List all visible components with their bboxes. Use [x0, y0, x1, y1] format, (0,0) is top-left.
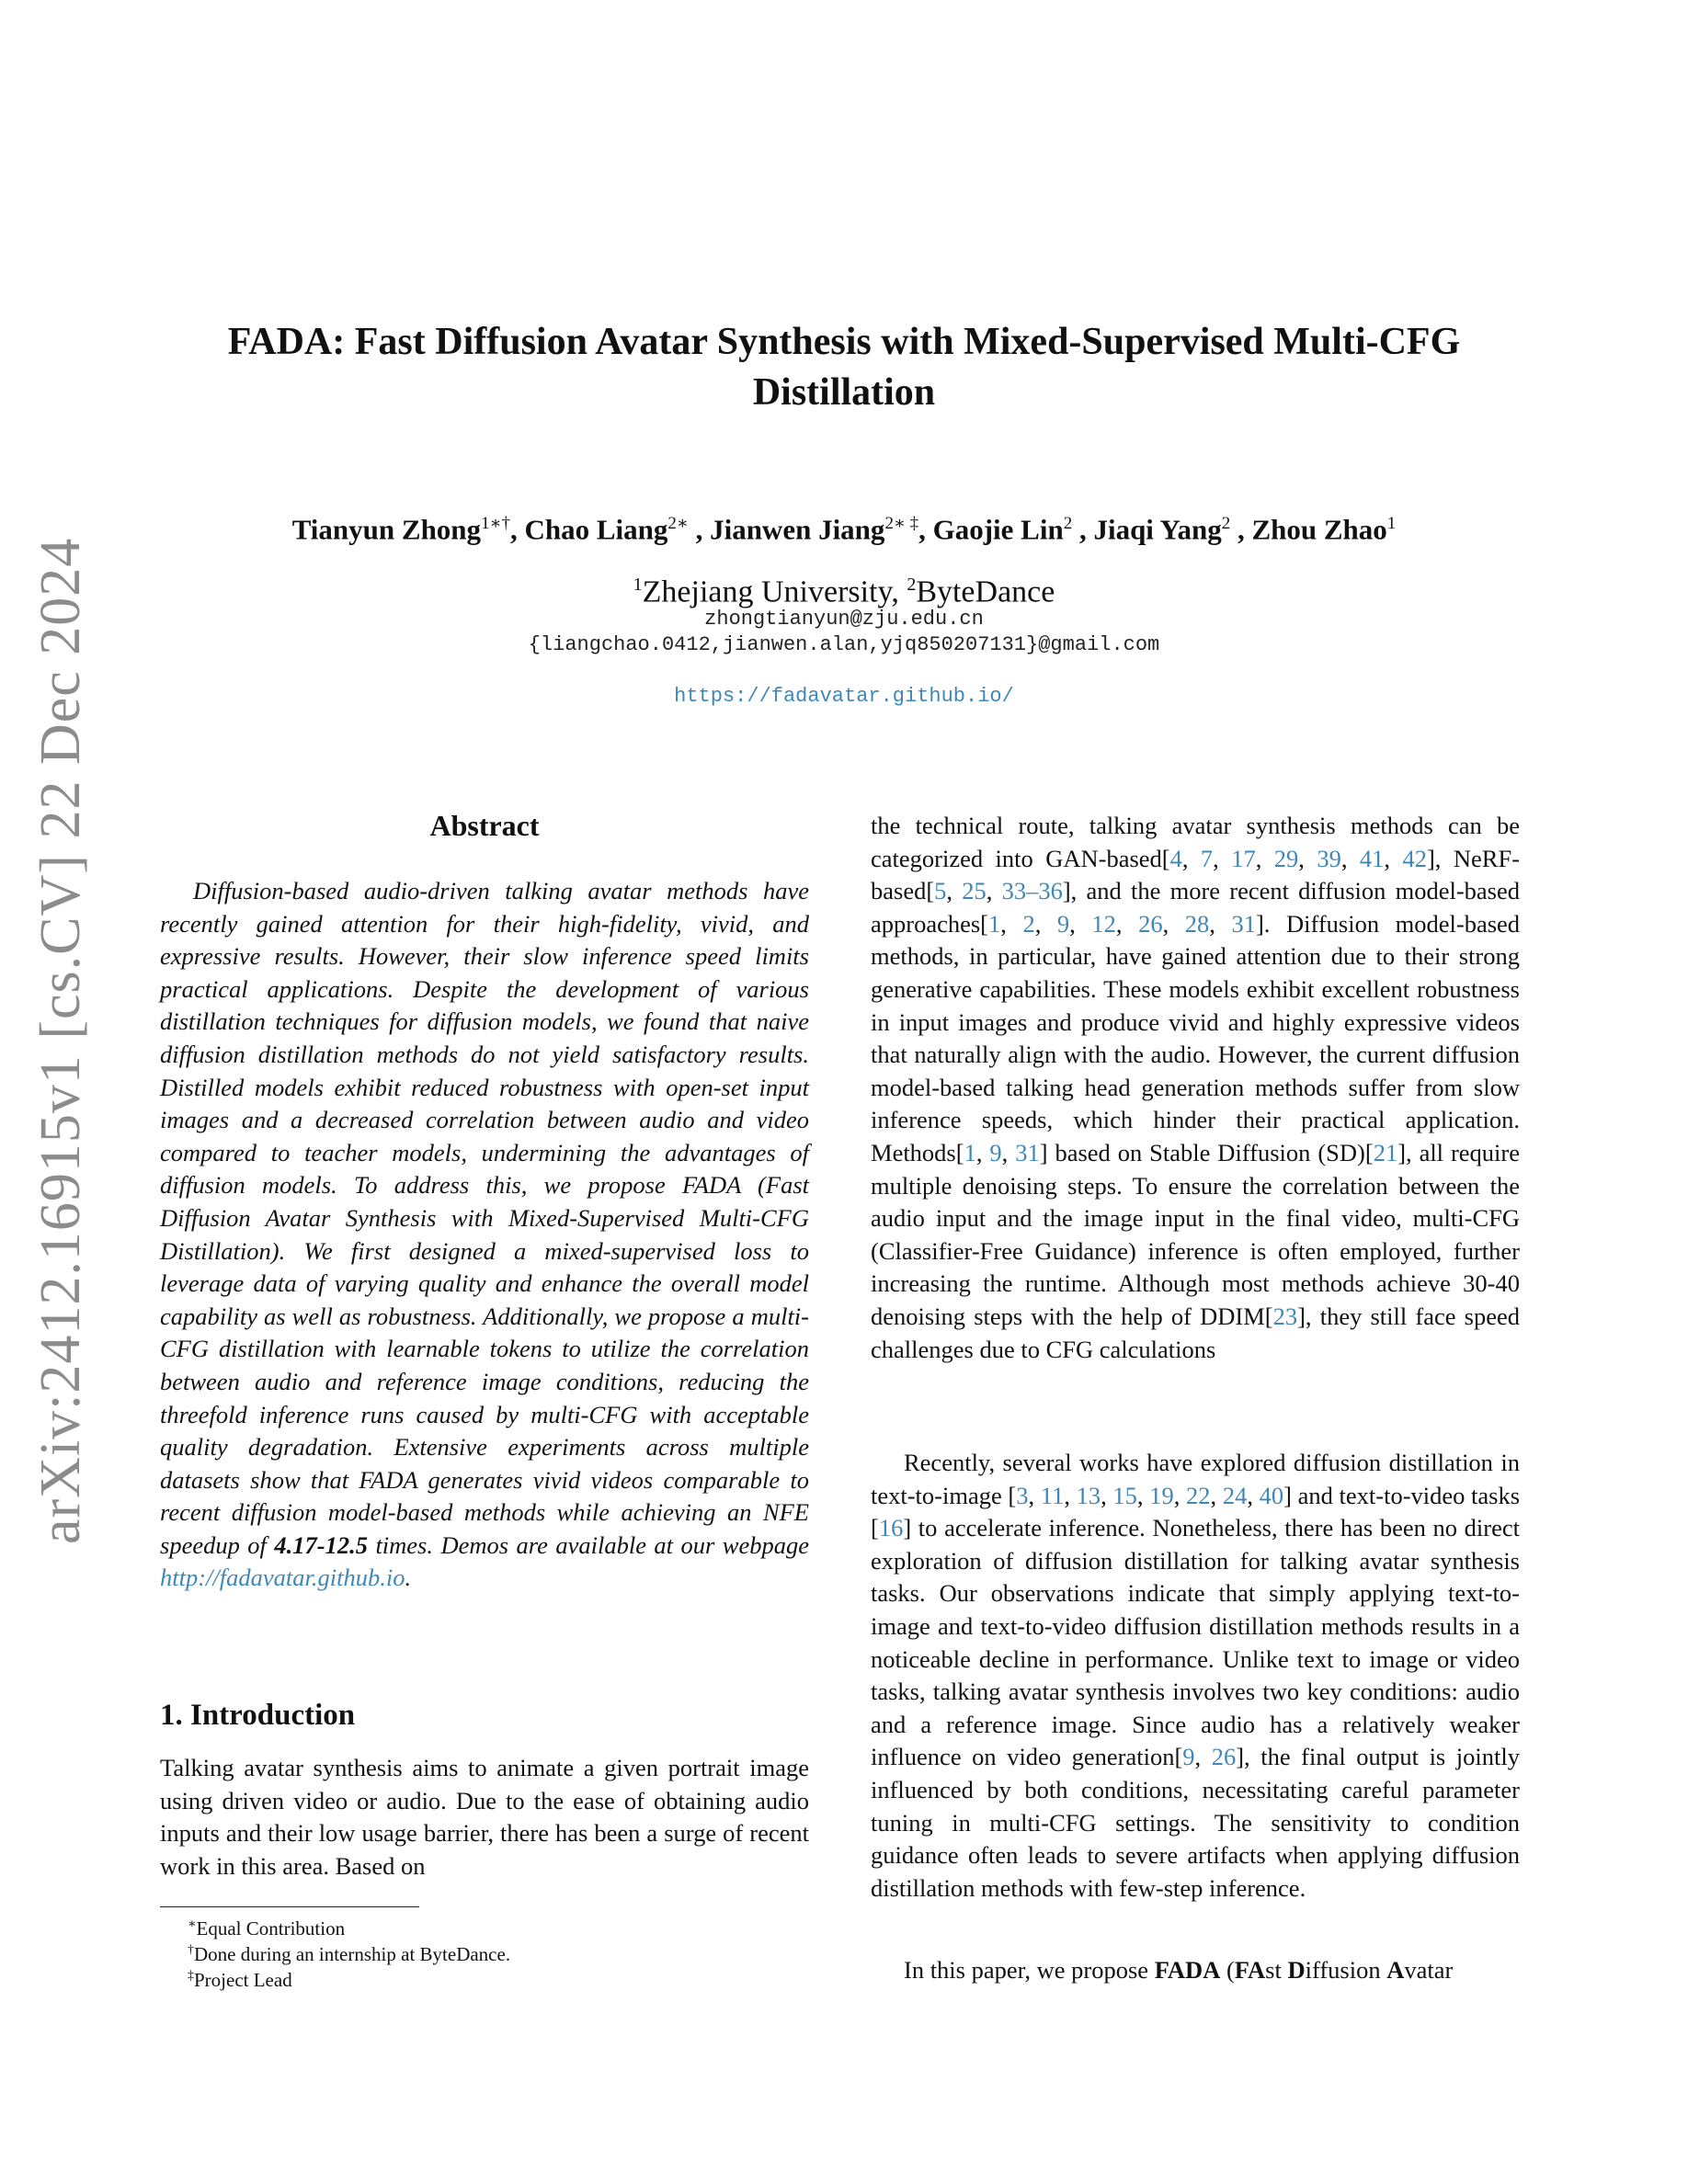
paragraph-text: ], and the more recent diffusion model-based approaches[ [871, 877, 1521, 938]
paragraph-text: ], the final output is jointly influenced by both conditions, necessitating careful parameter tuning in multi-CFG settings. The sensitivity to condition guidance often leads to severe artifacts when applying diffusion distillation methods with few-step inference. [871, 1743, 1520, 1902]
paragraph-text: ] based on Stable Diffusion (SD)[ [1039, 1138, 1374, 1166]
abstract-text-tail: times. Demos are available at our webpage [367, 1530, 809, 1559]
author-name: Jiaqi Yang [1093, 513, 1222, 546]
citation-link[interactable]: 24 [1222, 1481, 1248, 1509]
title-line-1: FADA: Fast Diffusion Avatar Synthesis with Mixed-Supervised Multi-CFG [227, 321, 1461, 363]
footnote [188, 1963, 292, 1993]
citation-link[interactable]: 7 [1200, 844, 1214, 872]
citation-link[interactable]: 21 [1373, 1138, 1398, 1166]
paragraph-text: , [1000, 909, 1023, 938]
paragraph-text: , [1209, 909, 1232, 938]
author-marker: 1∗† [481, 514, 510, 533]
citation-link[interactable]: 9 [1056, 909, 1070, 938]
title-line-2: Distillation [752, 371, 936, 414]
author-name: Tianyun Zhong [291, 513, 482, 546]
citation-link[interactable]: 28 [1184, 909, 1210, 938]
affiliation-marker: 1 [633, 574, 643, 595]
author-list: Tianyun Zhong$^{1∗\dagger}$, Chao Liang$^{2∗}$ , Jianwen Jiang$^{2∗ \ddagger}$, Gaojie Lin$^2$ , Jiaqi Yang$^2$ , Zhou Zhao$^1$ [291, 513, 1397, 546]
affiliation-marker: 2 [907, 574, 917, 595]
abstract-text: Diffusion-based audio-driven talking avatar methods have recently gained attention for their high-fidelity, vivid, and expressive results. However, their slow inference speed limits practical applications. Despite the development of various distillation techniques for diffusion models, we found that naive diffusion distillation methods do not yield satisfactory results. Distilled models exhibit reduced robustness with open-set input images and a decreased correlation between audio and video compared to teacher models, undermining the advantages of diffusion models. To address this, we propose FADA (Fast Diffusion Avatar Synthesis with Mixed-Supervised Multi-CFG Distillation). We first designed a mixed-supervised loss to leverage data of varying quality and enhance the overall model capability as well as robustness. Additionally, we propose a multi-CFG distillation with learnable tokens to utilize the correlation between audio and reference image conditions, reducing the threefold inference runs caused by multi-CFG with acceptable quality degradation. Extensive experiments across multiple datasets show that FADA generates vivid videos comparable to recent diffusion model-based methods while achieving an NFE speedup of [160, 877, 809, 1559]
citation-link[interactable]: 9 [989, 1138, 1002, 1166]
acronym-letter: FA [1234, 1956, 1266, 1984]
paragraph-text: , [1194, 1743, 1212, 1771]
citation-link[interactable]: 39 [1317, 844, 1341, 872]
citation-link[interactable]: 23 [1272, 1302, 1298, 1330]
citation-link[interactable]: 26 [1138, 909, 1163, 938]
citation-link[interactable]: 12 [1091, 909, 1116, 938]
paragraph-text: , [1255, 844, 1274, 872]
paragraph-text: ]. Diffusion model-based methods, in particular, have gained attention due to their strong generative capabilities. These models exhibit excellent robustness in input images and produce vivid and highly expressive videos that naturally align with the audio. However, the current diffusion model-based talking head generation methods suffer from slow inference speeds, which hinder their practical application. Methods[ [871, 909, 1521, 1166]
citation-link[interactable]: 9 [1182, 1743, 1195, 1771]
acronym-letter: D [1287, 1956, 1306, 1984]
paragraph-text: iffusion [1305, 1956, 1387, 1984]
paragraph-text: , [1034, 909, 1057, 938]
abstract-body [160, 875, 809, 1595]
abstract-end: . [405, 1564, 412, 1592]
citation-link[interactable]: 29 [1273, 844, 1299, 872]
author-email: zhongtianyun@zju.edu.cn [704, 608, 984, 631]
acronym-letter: A [1386, 1956, 1405, 1984]
paragraph-text: ], they still face speed challenges due to CFG calculations [871, 1302, 1520, 1363]
author-marker: 2 [1221, 514, 1231, 533]
citation-link[interactable]: 15 [1112, 1481, 1137, 1509]
paragraph-text: , [1069, 909, 1092, 938]
footnote-text: Project Lead [194, 1969, 292, 1991]
abstract-heading: Abstract [429, 809, 540, 842]
citation-link[interactable]: 13 [1076, 1481, 1101, 1509]
citation-link[interactable]: 33–36 [1001, 877, 1063, 905]
right-column-paragraph [871, 1954, 1520, 1987]
footnote-mark: ∗ [188, 1917, 197, 1931]
paragraph-text: , [1101, 1481, 1113, 1509]
author-marker: 2 [1063, 514, 1073, 533]
right-column-paragraph [871, 1447, 1520, 1905]
intro-paragraph: Talking avatar synthesis aims to animate a given portrait image using driven video or audio. Due to the ease of obtaining audio inputs and their low usage barrier, there has been a surge of recent work in this area. Based on [160, 1754, 809, 1880]
citation-link[interactable]: 19 [1149, 1481, 1174, 1509]
paragraph-text: vatar [1404, 1956, 1454, 1984]
paragraph-text: , [1136, 1481, 1150, 1509]
method-name: FADA [1154, 1956, 1221, 1984]
citation-link[interactable]: 41 [1359, 844, 1385, 872]
paragraph-text: st [1265, 1956, 1288, 1984]
paragraph-text: ], NeRF-based[ [871, 844, 1521, 905]
citation-link[interactable]: 22 [1186, 1481, 1211, 1509]
paragraph-text: , [1247, 1481, 1260, 1509]
citation-link[interactable]: 4 [1169, 844, 1182, 872]
author-name: Zhou Zhao [1251, 513, 1387, 546]
author-marker: 2∗ [667, 514, 689, 533]
author-emails-group: {liangchao.0412,jianwen.alan,yjq850207131}@gmail.com [528, 633, 1160, 656]
paragraph-text: , [975, 1138, 990, 1166]
paragraph-text: ], all require multiple denoising steps. To ensure the correlation between the audio input and the image input in the final video, multi-CFG (Classifier-Free Guidance) inference is often employed, further increasing the runtime. Although most methods achieve 30-40 denoising steps with the help of DDIM[ [871, 1138, 1521, 1330]
affiliations [276, 564, 1412, 612]
paragraph-text: , [1001, 1138, 1016, 1166]
affiliation-name: ByteDance [916, 574, 1055, 609]
citation-link[interactable]: 11 [1040, 1481, 1065, 1509]
speedup-value: 4.17-12.5 [274, 1530, 368, 1559]
citation-link[interactable]: 26 [1211, 1743, 1237, 1771]
paragraph-text: Recently, several works have explored diffusion distillation in text-to-image [ [871, 1449, 1520, 1509]
citation-link[interactable]: 5 [934, 877, 947, 905]
paragraph-text: , [1298, 844, 1317, 872]
paragraph-text: , [1064, 1481, 1077, 1509]
paragraph-text: , [1210, 1481, 1223, 1509]
paragraph-text: , [1340, 844, 1360, 872]
citation-link[interactable]: 31 [1231, 909, 1256, 938]
author-name: Gaojie Lin [932, 513, 1064, 546]
affiliation-name: Zhejiang University, [642, 574, 907, 609]
paragraph-text: , [1181, 844, 1201, 872]
footnote-text: Done during an internship at ByteDance. [194, 1943, 511, 1965]
citation-link[interactable]: 2 [1022, 909, 1035, 938]
arxiv-stamp: arXiv:2412.16915v1 [cs.CV] 22 Dec 2024 [29, 537, 92, 1544]
paragraph-text: , [1173, 1481, 1187, 1509]
paragraph-text: , [1162, 909, 1185, 938]
section-heading-introduction: 1. Introduction [160, 1699, 356, 1732]
demo-link[interactable]: http://fadavatar.github.io [160, 1564, 405, 1592]
citation-link[interactable]: 3 [1016, 1481, 1029, 1509]
paragraph-text: , [986, 877, 1002, 905]
author-marker: 2∗ ‡ [884, 514, 919, 533]
citation-link[interactable]: 1 [964, 1138, 976, 1166]
paragraph-text: the technical route, talking avatar synthesis methods can be categorized into GAN-based[ [871, 812, 1520, 872]
paragraph-text: , [1213, 844, 1232, 872]
footnote-text: Equal Contribution [196, 1917, 346, 1939]
project-url-link[interactable]: https://fadavatar.github.io/ [674, 685, 1014, 708]
paragraph-text: , [1384, 844, 1403, 872]
citation-link[interactable]: 42 [1402, 844, 1427, 872]
author-name: Chao Liang [524, 513, 668, 546]
citation-link[interactable]: 31 [1015, 1138, 1040, 1166]
citation-link[interactable]: 1 [988, 909, 1001, 938]
footnote-divider [160, 1906, 419, 1907]
paragraph-text: , [946, 877, 963, 905]
paragraph-text: , [1115, 909, 1139, 938]
paper-title [165, 317, 1523, 418]
citation-link[interactable]: 16 [878, 1514, 904, 1542]
paragraph-text: ] to accelerate inference. Nonetheless, there has been no direct exploration of diffusion distillation for talking avatar synthesis tasks. Our observations indicate that simply applying text-to-image and text-to-video diffusion distillation methods results in a noticeable decline in performance. Unlike text to image or video tasks, talking avatar synthesis involves two key conditions: audio and a reference image. Since audio has a relatively weaker influence on video generation[ [871, 1514, 1520, 1771]
paragraph-text: ] and text-to-video tasks [ [871, 1481, 1521, 1542]
author-name: Jianwen Jiang [710, 513, 885, 546]
citation-link[interactable]: 17 [1231, 844, 1256, 872]
paragraph-text: In this paper, we propose [904, 1956, 1155, 1984]
footnote-mark: ‡ [188, 1969, 194, 1983]
citation-link[interactable]: 40 [1259, 1481, 1284, 1509]
paragraph-text: ( [1220, 1956, 1235, 1984]
paragraph-text: , [1028, 1481, 1041, 1509]
footnote-mark: † [188, 1943, 194, 1957]
author-marker: 1 [1386, 514, 1397, 533]
citation-link[interactable]: 25 [962, 877, 987, 905]
right-column-paragraph [871, 810, 1520, 1366]
